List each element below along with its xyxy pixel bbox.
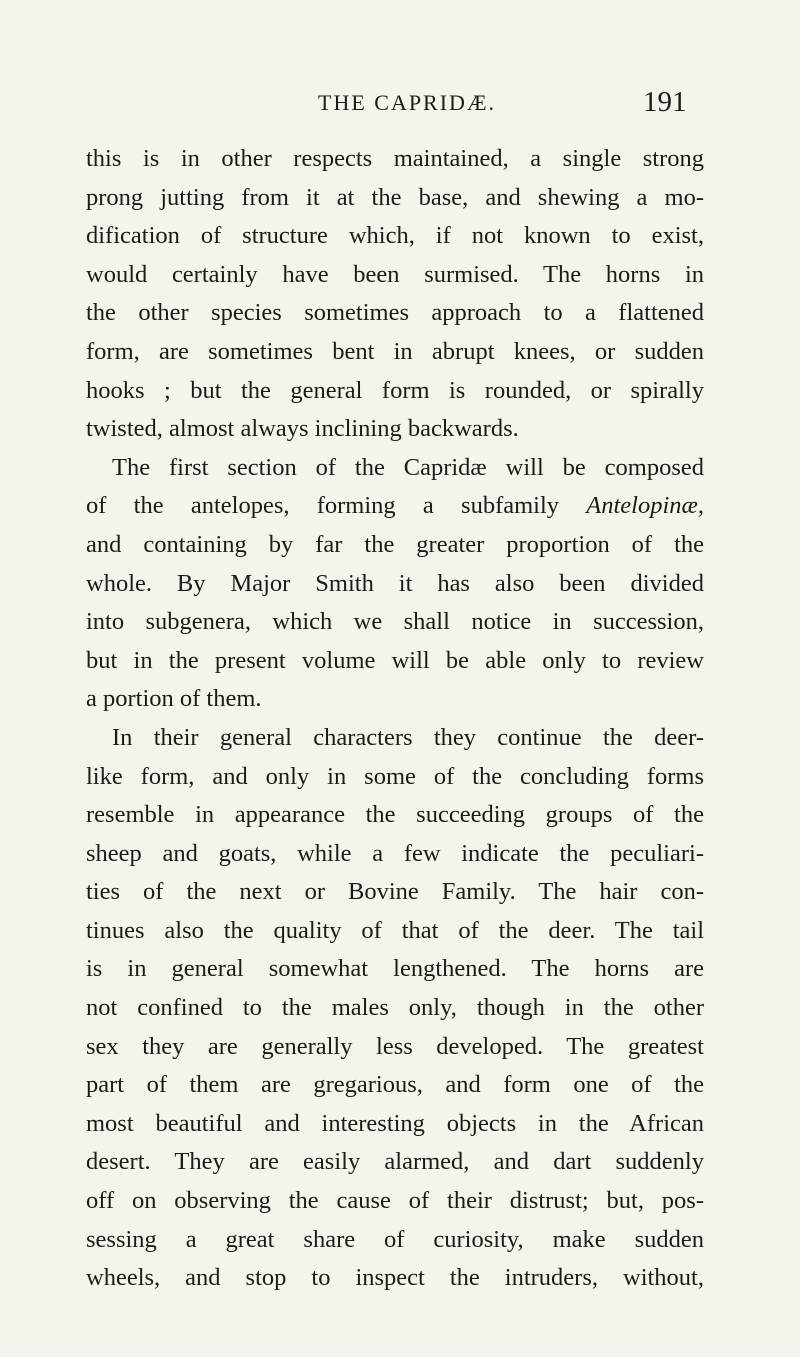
text-line: prong jutting from it at the base, and shewing a mo-: [86, 183, 704, 211]
text-line: part of them are gregarious, and form one of the: [86, 1071, 704, 1099]
text-line: form, are sometimes bent in abrupt knees, or sudden: [86, 337, 704, 365]
text-line: but in the present volume will be able only to review: [86, 646, 704, 674]
text-line: twisted, almost always inclining backwards.: [86, 415, 519, 443]
text-line: a portion of them.: [86, 685, 262, 713]
text-line: off on observing the cause of their distrust; but, pos-: [86, 1187, 704, 1215]
text-line: would certainly have been surmised. The horns in: [86, 260, 704, 288]
text-line: sessing a great share of curiosity, make sudden: [86, 1225, 704, 1253]
text-line: the other species sometimes approach to a flattened: [86, 299, 704, 327]
paragraph-first-line: In their general characters they continue the deer-: [112, 723, 704, 751]
text-line: whole. By Major Smith it has also been divided: [86, 569, 704, 597]
running-head: [0, 86, 800, 126]
text-segment: of the antelopes, forming a subfamily: [86, 492, 560, 520]
text-line: ties of the next or Bovine Family. The hair con-: [86, 878, 704, 906]
text-line: like form, and only in some of the concluding forms: [86, 762, 704, 790]
text-line: and containing by far the greater proportion of the: [86, 530, 704, 558]
text-line: is in general somewhat lengthened. The horns are: [86, 955, 704, 983]
text-line: into subgenera, which we shall notice in succession,: [86, 608, 704, 636]
text-line: not confined to the males only, though in the other: [86, 994, 704, 1022]
body-text: [86, 140, 704, 1298]
text-line: dification of structure which, if not known to exist,: [86, 222, 704, 250]
text-line: most beautiful and interesting objects in the African: [86, 1109, 704, 1137]
text-line-with-italic: [86, 487, 704, 526]
text-line: hooks ; but the general form is rounded, or spirally: [86, 376, 704, 404]
text-line: sheep and goats, while a few indicate the peculiari-: [86, 839, 704, 867]
text-line: resemble in appearance the succeeding groups of the: [86, 801, 704, 829]
text-line: tinues also the quality of that of the deer. The tail: [86, 916, 704, 944]
text-line: wheels, and stop to inspect the intruders, without,: [86, 1264, 704, 1292]
text-line: sex they are generally less developed. The greatest: [86, 1032, 704, 1060]
text-line: desert. They are easily alarmed, and dart suddenly: [86, 1148, 704, 1176]
page-number: 191: [643, 86, 687, 118]
running-title: THE CAPRIDÆ.: [318, 90, 497, 115]
italic-term: Antelopinæ,: [586, 492, 705, 520]
text-line: this is in other respects maintained, a single strong: [86, 145, 704, 172]
paragraph-first-line: The first section of the Capridæ will be composed: [112, 453, 704, 481]
